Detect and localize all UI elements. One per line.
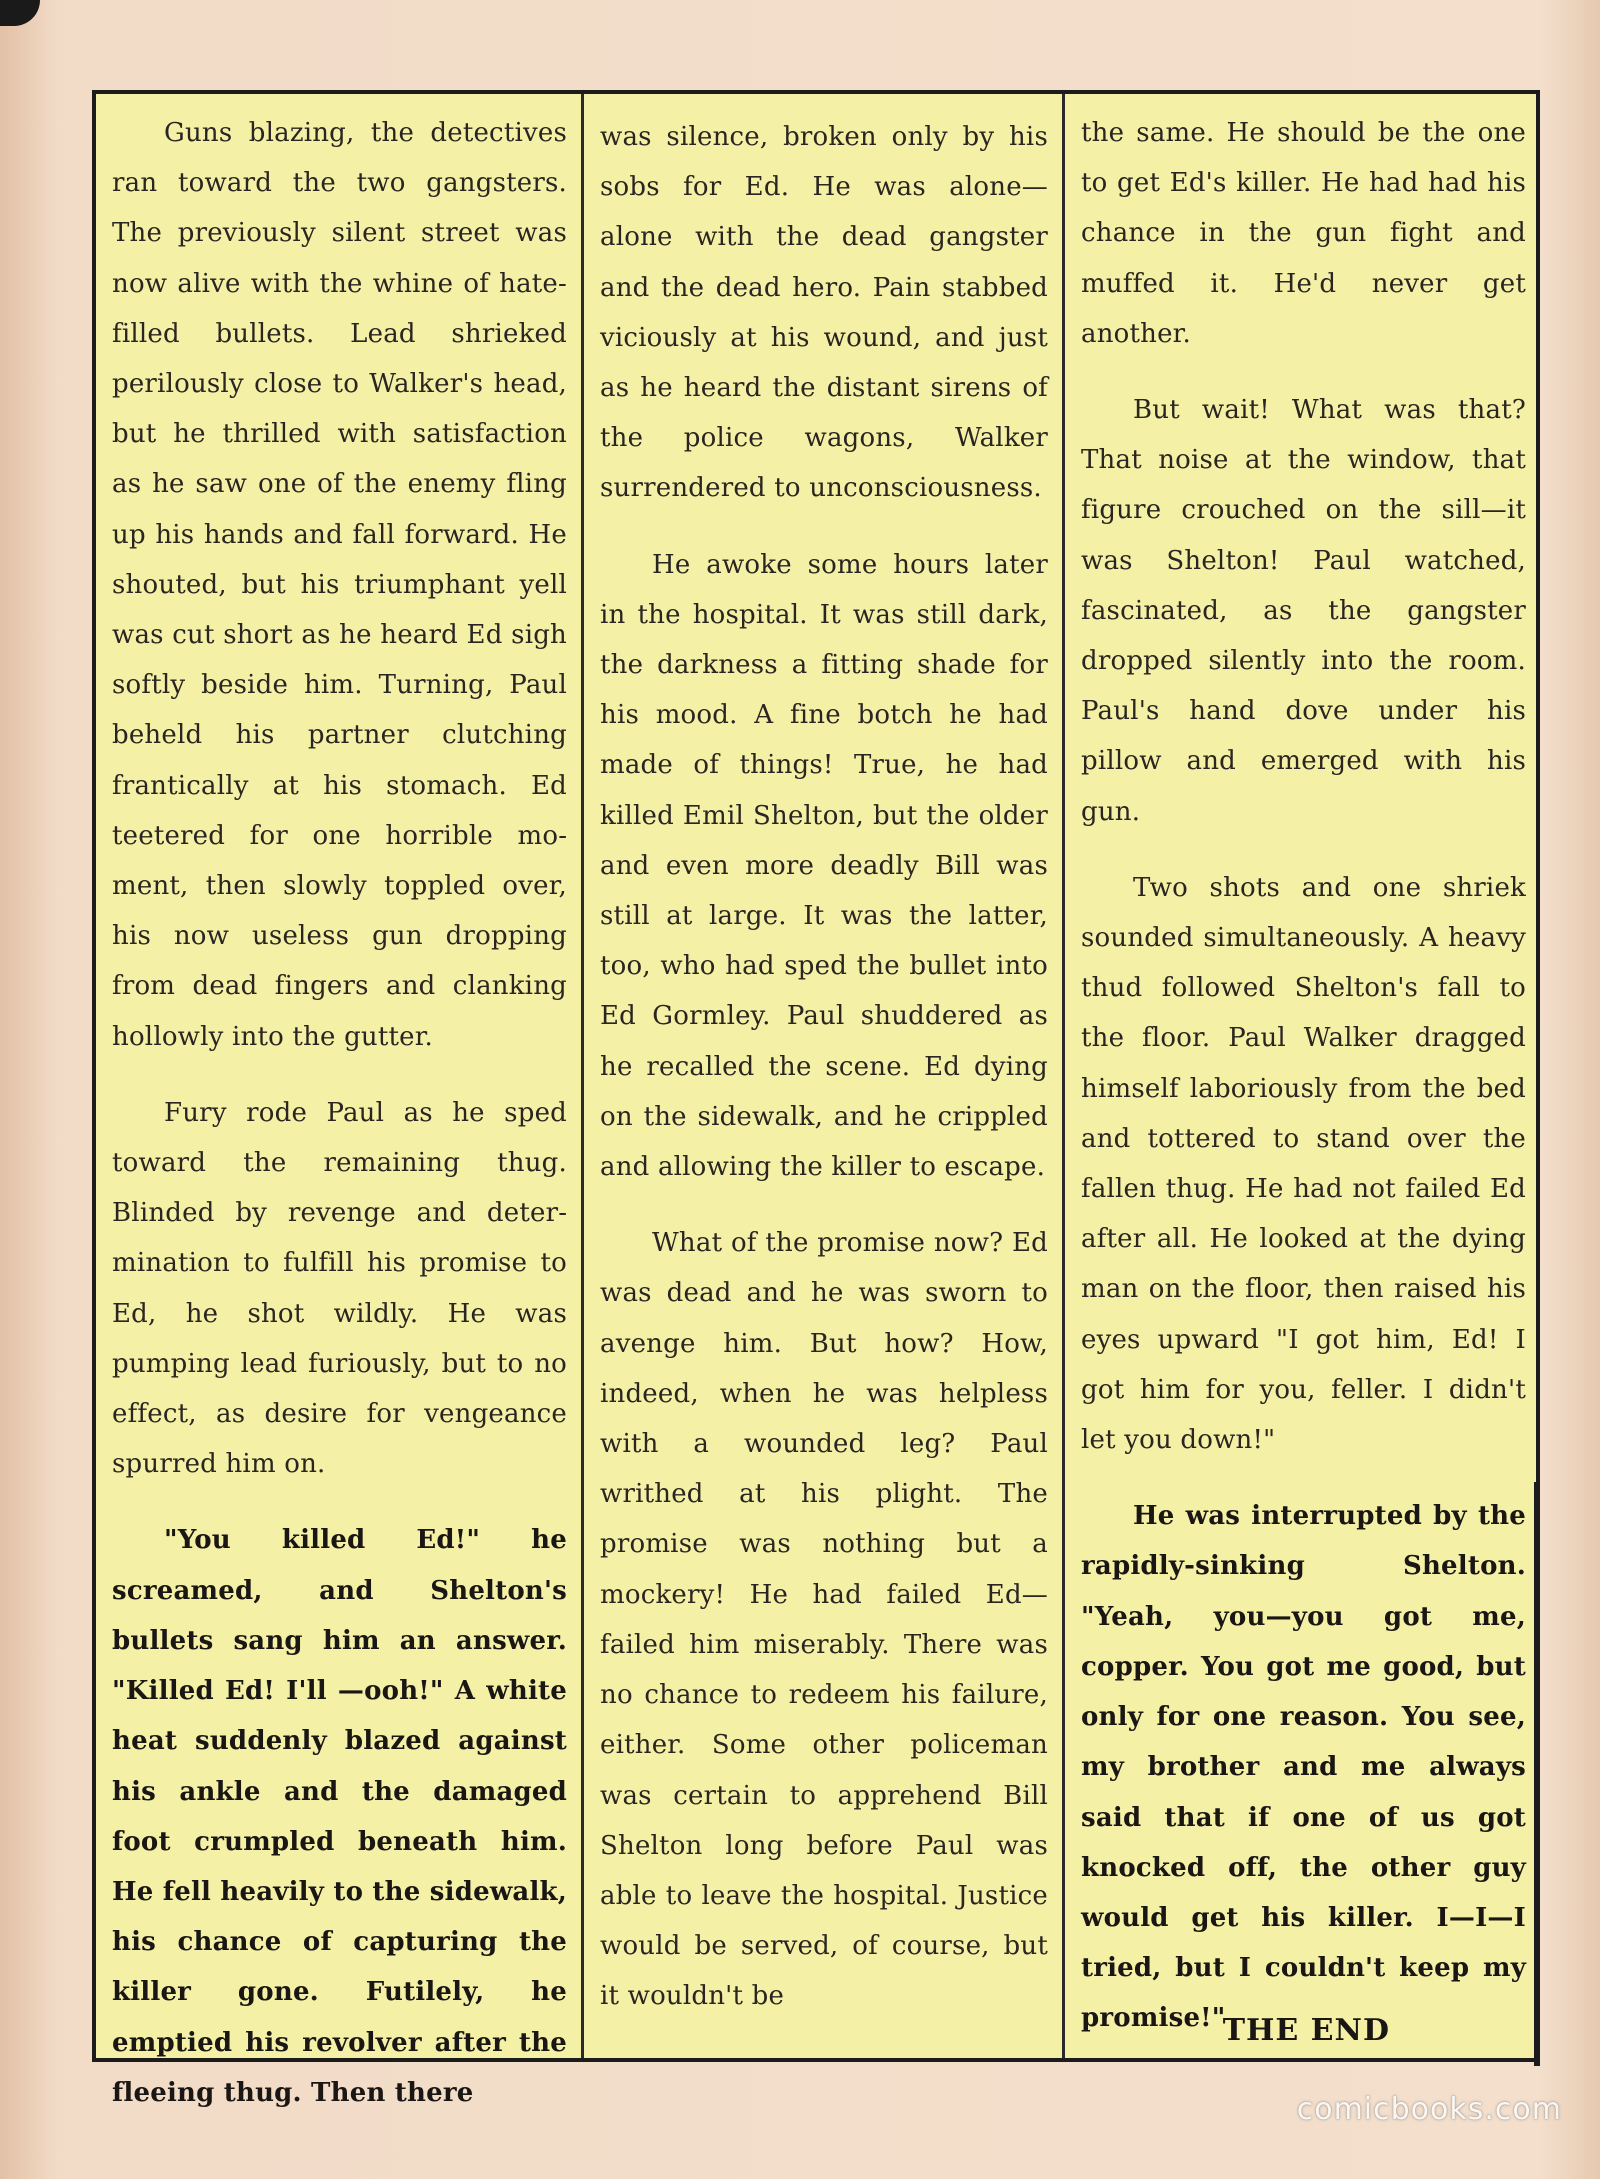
paragraph: But wait! What was that? That noise at the window, that figure crouched on the sill—it was Shelton! Paul watched, fascinated, as the gangster dropped silently into the room. Paul's hand dove under his pillow and emerged with his gun. [1081,395,1526,827]
paragraph: He was interrupted by the rapidly-sinking Shelton. "Yeah, you—you got me, copper. You got me good, but only for one reason. You see, my brother and me always said that if one of us got knocked off, the other guy would get his killer. I—I—I tried, but I couldn't keep my promise!" [1081,1501,1526,2034]
text-column-3 [1065,94,1540,2058]
text-column-2 [584,94,1065,2058]
paragraph: Fury rode Paul as he sped toward the remaining thug. Blinded by revenge and determination to fulfill his promise to Ed, he shot wildly. He was pumping lead furiously, but to no effect, as desire for vengeance spurred him on. [112,1097,567,1480]
paragraph: was silence, broken only by his sobs for Ed. He was alone— alone with the dead gangster and the dead hero. Pain stabbed viciously at his wound, and just as he heard the distant sirens of the police wagons, Walker surrendered to unconsciousness. [600,122,1048,504]
paragraph: Two shots and one shriek sounded simultaneously. A heavy thud followed Shelton's fall to the floor. Paul Walker dragged himself laboriously from the bed and tottered to stand over the fallen thug. He had not failed Ed after all. He looked at the dying man on the floor, then raised his eyes upward "I got him, Ed! I got him for you, feller. I didn't let you down!" [1081,872,1526,1456]
paragraph: "You killed Ed!" he screamed, and Shelton's bullets sang him an answer. "Killed Ed! I'll —ooh!" A white heat suddenly blazed against his ankle and the damaged foot crumpled beneath him. He fell heavily to the sidewalk, his chance of capturing the killer gone. Futilely, he emptied his revolver after the fleeing thug. Then there [112,1525,567,2108]
text-column-1 [96,94,584,2108]
watermark: comicbooks.com [1296,2092,1562,2127]
the-end-label: THE END [1222,2013,1390,2048]
column-3-body [1081,108,1526,2070]
paragraph: the same. He should be the one to get Ed's killer. He had had his chance in the gun fight and muffed it. He'd never get another. [1081,118,1526,349]
column-1-body [112,108,567,2144]
border-mark [1534,1482,1540,2066]
paragraph: What of the promise now? Ed was dead and he was sworn to avenge him. But how? How, indeed, when he was helpless with a wounded leg? Paul writhed at his plight. The promise was nothing but a mockery! He had failed Ed— failed him miserably. There was no chance to redeem his failure, either. Some other policeman was certain to apprehend Bill Shelton long before Paul was able to leave the hospital. Justice would be served, of course, but it wouldn't be [600,1228,1048,2012]
story-panel [92,90,1540,2108]
column-2-body [600,112,1048,2048]
paragraph: Guns blazing, the detectives ran toward the two gangsters. The previously silent street was now alive with the whine of hate-filled bullets. Lead shrieked perilously close to Walker's head, but he thrilled with satisfaction as he saw one of the enemy fling up his hands and fall forward. He shouted, but his triumphant yell was cut short as he heard Ed sigh softly beside him. Turning, Paul beheld his partner clutching frantically at his stomach. Ed teetered for one horrible moment, then slowly toppled over, his now useless gun dropping from dead fingers and clanking hollowly into the gutter. [112,118,567,1052]
paragraph: He awoke some hours later in the hospital. It was still dark, the darkness a fitting shade for his mood. A fine botch he had made of things! True, he had killed Emil Shelton, but the older and even more deadly Bill was still at large. It was the latter, too, who had sped the bullet into Ed Gormley. Paul shuddered as he recalled the scene. Ed dying on the sidewalk, and he crippled and allowing the killer to escape. [600,549,1048,1183]
